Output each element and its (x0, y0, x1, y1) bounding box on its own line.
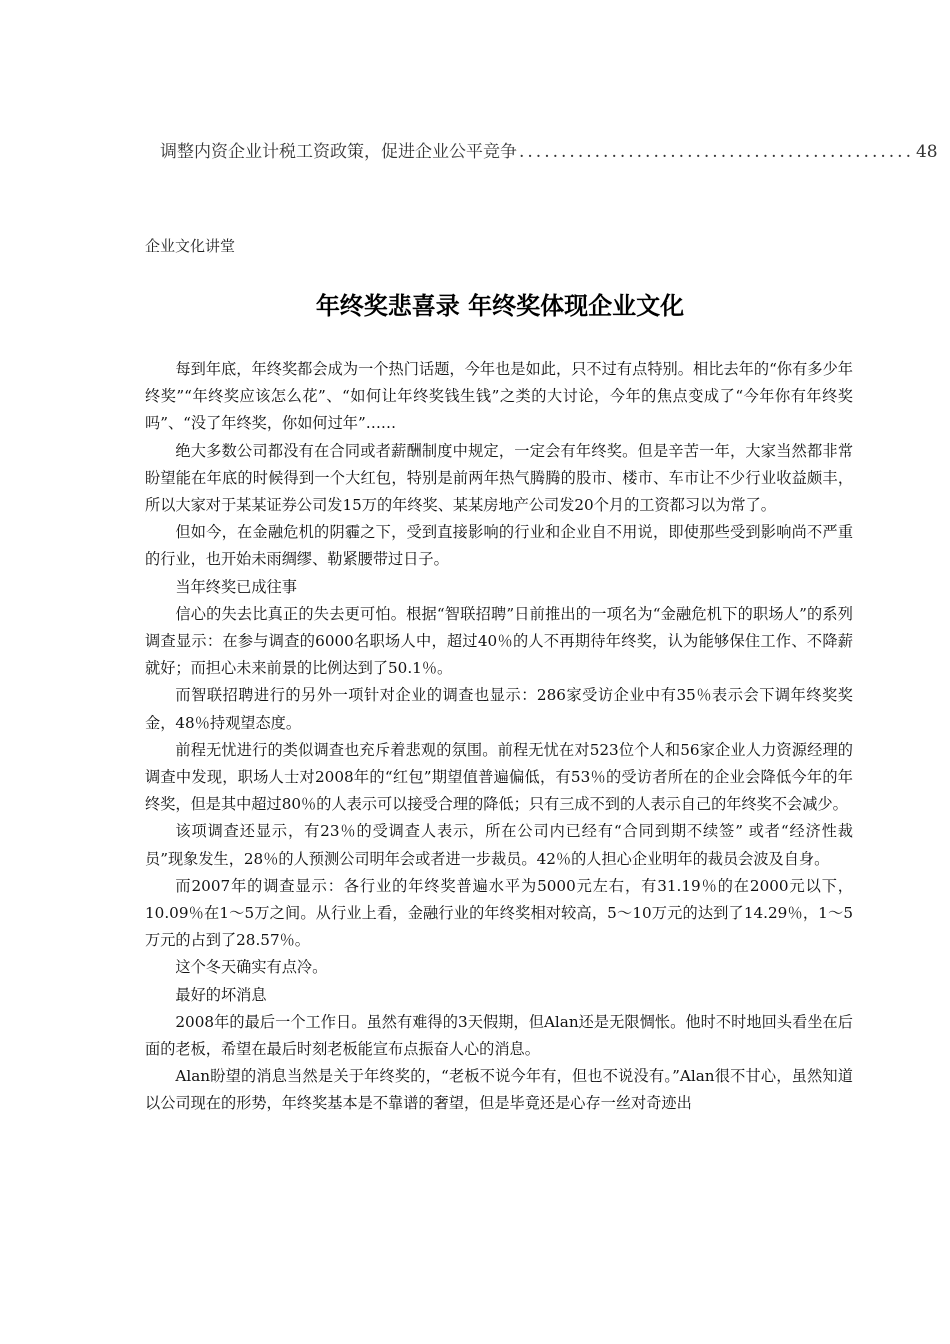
paragraph: 这个冬天确实有点冷。 (175, 958, 328, 977)
paragraph: 前程无忧进行的类似调查也充斥着悲观的氛围。前程无忧在对523位个人和56家企业人力资源经理的调查中发现，职场人士对2008年的“红包”期望值普遍偏低，有53％的受访者所在的企业会降低今年的年终奖，但是其中超过80％的人表示可以接受合理的降低；只有三成不到的人表示自己的年终奖不会减少。 (145, 740, 853, 814)
paragraph: 该项调查还显示，有23％的受调查人表示，所在公司内已经有“合同到期不续签” 或者“经济性裁员”现象发生，28％的人预测公司明年会或者进一步裁员。42％的人担心企业明年的裁员会波及自身。 (145, 822, 853, 868)
article-title: 年终奖悲喜录 年终奖体现企业文化 (315, 292, 685, 320)
toc-page-number: 48 (915, 142, 938, 162)
section-label: 企业文化讲堂 (145, 237, 236, 255)
paragraph: 绝大多数公司都没有在合同或者薪酬制度中规定，一定会有年终奖。但是辛苦一年，大家当然都非常盼望能在年底的时候得到一个大红包，特别是前两年热气腾腾的股市、楼市、车市让不少行业收益颇丰，所以大家对于某某证券公司发15万的年终奖、某某房地产公司发20个月的工资都习以为常了。 (145, 441, 853, 515)
toc-leader-dots: ............................................... (519, 142, 914, 162)
paragraph: 每到年底，年终奖都会成为一个热门话题，今年也是如此，只不过有点特别。相比去年的“你有多少年终奖”“年终奖应该怎么花”、“如何让年终奖钱生钱”之类的大讨论，今年的焦点变成了“今年你有年终奖吗”、“没了年终奖，你如何过年”…… (145, 360, 853, 433)
subheading: 当年终奖已成往事 (175, 577, 297, 596)
paragraph: 2008年的最后一个工作日。虽然有难得的3天假期，但Alan还是无限惆怅。他时不时地回头看坐在后面的老板，希望在最后时刻老板能宣布点振奋人心的消息。 (145, 1012, 853, 1059)
toc-entry[interactable] (160, 138, 938, 166)
paragraph: Alan盼望的消息当然是关于年终奖的，“老板不说今年有，但也不说没有。”Alan很不甘心，虽然知道以公司现在的形势，年终奖基本是不靠谱的奢望，但是毕竟还是心存一丝对奇迹出 (145, 1067, 853, 1113)
subheading: 最好的坏消息 (175, 985, 267, 1004)
paragraph: 而智联招聘进行的另外一项针对企业的调查也显示：286家受访企业中有35％表示会下调年终奖奖金，48％持观望态度。 (145, 686, 853, 732)
paragraph: 信心的失去比真正的失去更可怕。根据“智联招聘”日前推出的一项名为“金融危机下的职场人”的系列调查显示：在参与调查的6000名职场人中，超过40％的人不再期待年终奖，认为能够保住工作、不降薪就好；而担心未来前景的比例达到了50.1％。 (145, 604, 853, 678)
article-body (145, 356, 853, 1118)
paragraph: 而2007年的调查显示：各行业的年终奖普遍水平为5000元左右，有31.19％的在2000元以下，10.09％在1～5万之间。从行业上看，金融行业的年终奖相对较高，5～10万元的达到了14.29％，1～5万元的占到了28.57％。 (145, 876, 853, 950)
paragraph: 但如今，在金融危机的阴霾之下，受到直接影响的行业和企业自不用说，即使那些受到影响尚不严重的行业，也开始未雨绸缪、勒紧腰带过日子。 (145, 523, 853, 569)
toc-entry-title: 调整内资企业计税工资政策，促进企业公平竞争 (160, 142, 517, 162)
